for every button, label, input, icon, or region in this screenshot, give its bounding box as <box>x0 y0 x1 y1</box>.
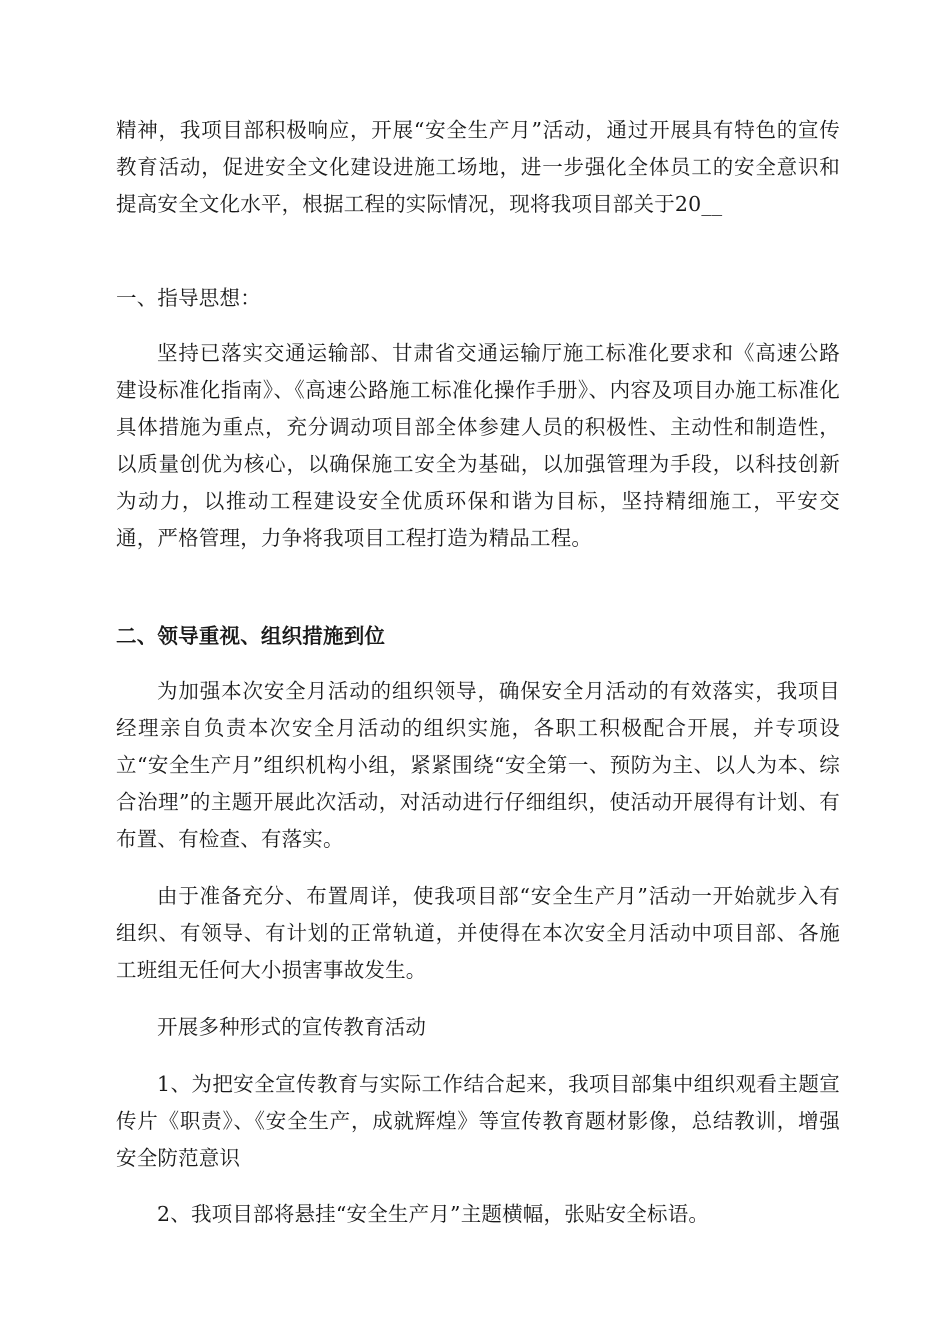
section3-heading: 开展多种形式的宣传教育活动 <box>157 1015 427 1039</box>
section1-body: 坚持已落实交通运输部、甘肃省交通运输厅施工标准化要求和《高速公路建设标准化指南》、《高速公路施工标准化操作手册》、内容及项目办施工标准化具体措施为重点，充分调动项目部全体参建人员的积极性、主动性和制造性，以质量创优为核心，以确保施工安全为基础，以加强管理为手段，以科技创新为动力，以推动工程建设安全优质环保和谐为目标，坚持精细施工，平安交通，严格管理，力争将我项目工程打造为精品工程。 <box>116 341 840 550</box>
section2-body-2: 由于准备充分、布置周详，使我项目部“安全生产月”活动一开始就步入有组织、有领导、有计划的正常轨道，并使得在本次安全月活动中项目部、各施工班组无任何大小损害事故发生。 <box>116 884 840 982</box>
section2-heading: 二、领导重视、组织措施到位 <box>116 624 386 648</box>
section1-heading: 一、指导思想： <box>116 286 261 310</box>
section2-body-1: 为加强本次安全月活动的组织领导，确保安全月活动的有效落实，我项目经理亲自负责本次安全月活动的组织实施，各职工积极配合开展，并专项设立“安全生产月”组织机构小组，紧紧围绕“安全第一、预防为主、以人为本、综合治理”的主题开展此次活动，对活动进行仔细组织，使活动开展得有计划、有布置、有检查、有落实。 <box>116 679 840 851</box>
intro-paragraph: 精神，我项目部积极响应，开展“安全生产月”活动，通过开展具有特色的宣传教育活动，促进安全文化建设进施工场地，进一步强化全体员工的安全意识和提高安全文化水平，根据工程的实际情况，现将我项目部关于20__ <box>116 118 840 216</box>
list-item-1: 1、为把安全宣传教育与实际工作结合起来，我项目部集中组织观看主题宣传片《职责》、《安全生产，成就辉煌》等宣传教育题材影像，总结教训，增强安全防范意识 <box>116 1072 840 1170</box>
list-item-2: 2、我项目部将悬挂“安全生产月”主题横幅，张贴安全标语。 <box>157 1202 710 1226</box>
